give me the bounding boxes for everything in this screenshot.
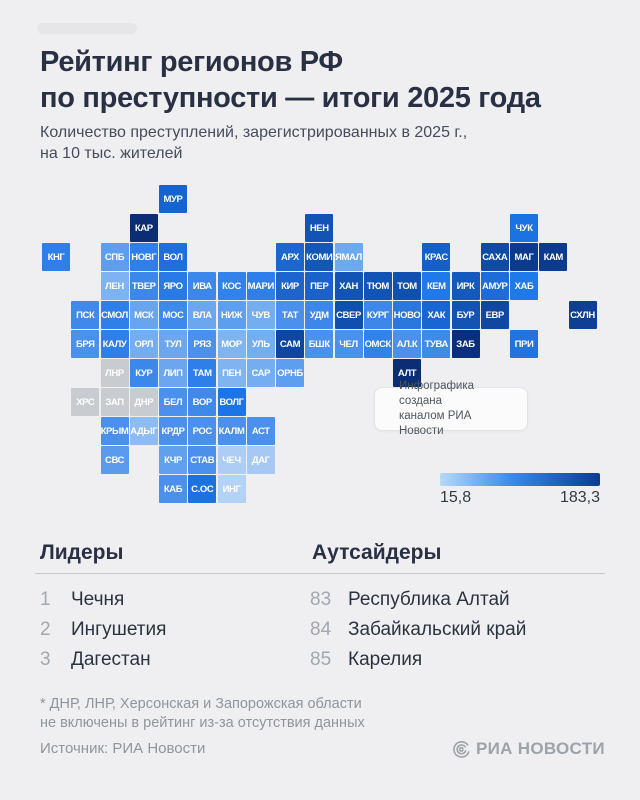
title-line-1: Рейтинг регионов РФ: [40, 46, 343, 78]
map-tile-label: МУР: [163, 193, 183, 205]
map-tile-НИЖ: [218, 301, 246, 329]
map-tile-ВОЛГ: [218, 388, 246, 416]
map-tile-КОС: [218, 272, 246, 300]
map-tile-СМОЛ: [101, 301, 129, 329]
map-tile-label: КРЫМ: [100, 425, 129, 437]
map-tile-МУР: [159, 185, 187, 213]
map-tile-label: ДАГ: [251, 454, 270, 466]
map-tile-ХАН: [335, 272, 363, 300]
map-tile-АЛ.К: [393, 330, 421, 358]
ria-novosti-logo: [452, 737, 605, 761]
map-tile-АМУР: [481, 272, 509, 300]
map-tile-АРХ: [276, 243, 304, 271]
map-tile-label: ВЛА: [192, 309, 212, 321]
map-tile-label: ОРЛ: [134, 338, 154, 350]
map-tile-ТОМ: [393, 272, 421, 300]
map-tile-ТЮМ: [364, 272, 392, 300]
map-tile-АСТ: [247, 417, 275, 445]
map-tile-label: КАБ: [163, 483, 183, 495]
map-tile-ИНГ: [218, 475, 246, 503]
map-tile-label: ЛНР: [105, 367, 124, 379]
outsiders-header: Аутсайдеры: [312, 541, 442, 564]
region-name: Забайкальский край: [348, 619, 527, 640]
map-tile-label: ХАК: [427, 309, 446, 321]
map-tile-label: ОРНБ: [277, 367, 303, 379]
map-tile-label: РОС: [192, 425, 212, 437]
map-tile-label: ПСК: [76, 309, 95, 321]
map-tile-ХРС: [71, 388, 99, 416]
region-name: Карелия: [348, 649, 423, 670]
note-line-2: каналом РИА Новости: [399, 410, 472, 437]
map-tile-КЕМ: [422, 272, 450, 300]
color-scale-labels: [440, 489, 600, 507]
map-tile-КЧР: [159, 446, 187, 474]
map-tile-ТВЕР: [130, 272, 158, 300]
map-tile-label: ЧУВ: [251, 309, 270, 321]
map-tile-СВЕР: [335, 301, 363, 329]
map-tile-label: САХА: [482, 251, 508, 263]
map-tile-label: МАРИ: [247, 280, 274, 292]
map-tile-АДЫГ: [130, 417, 158, 445]
map-tile-label: КУРГ: [366, 309, 389, 321]
map-tile-ЛЕН: [101, 272, 129, 300]
map-tile-label: КАР: [134, 222, 153, 234]
map-tile-ХАК: [422, 301, 450, 329]
region-name: Республика Алтай: [348, 589, 510, 610]
map-tile-КУРГ: [364, 301, 392, 329]
map-tile-МОС: [159, 301, 187, 329]
map-tile-label: ИНГ: [222, 483, 241, 495]
map-tile-label: ТАМ: [192, 367, 212, 379]
map-tile-ОРНБ: [276, 359, 304, 387]
map-tile-label: БУР: [456, 309, 475, 321]
map-tile-label: СВС: [104, 454, 125, 466]
map-tile-label: КОМИ: [306, 251, 333, 263]
map-tile-ТУВА: [422, 330, 450, 358]
map-tile-СВС: [101, 446, 129, 474]
map-tile-label: БЕЛ: [163, 396, 183, 408]
map-tile-НОВО: [393, 301, 421, 329]
map-tile-label: КАЛМ: [218, 425, 245, 437]
map-tile-label: МОС: [162, 309, 184, 321]
map-tile-label: ХАН: [339, 280, 358, 292]
map-tile-С.ОС: [188, 475, 216, 503]
section-divider: [35, 573, 605, 574]
map-tile-ДАГ: [247, 446, 275, 474]
map-tile-label: ТВЕР: [131, 280, 156, 292]
rank-number: 84: [310, 619, 332, 640]
map-tile-label: УДМ: [309, 309, 329, 321]
map-tile-label: ВОЛГ: [219, 396, 244, 408]
map-tile-label: БШК: [308, 338, 330, 350]
rank-number: 1: [40, 589, 51, 610]
map-tile-label: ПЕН: [222, 367, 241, 379]
map-tile-label: СТАВ: [190, 454, 215, 466]
map-tile-label: ВОЛ: [163, 251, 183, 263]
map-tile-КРДР: [159, 417, 187, 445]
map-tile-КАЛМ: [218, 417, 246, 445]
map-tile-ЯМАЛ: [335, 243, 363, 271]
map-tile-ТАМ: [188, 359, 216, 387]
map-tile-label: ТЮМ: [366, 280, 389, 292]
scale-min-label: 15,8: [440, 489, 472, 506]
map-tile-label: КРАС: [424, 251, 448, 263]
map-tile-label: САМ: [279, 338, 301, 350]
region-name: Дагестан: [71, 649, 151, 670]
scale-max-label: 183,3: [559, 489, 600, 506]
note-line-1: Инфографика создана: [399, 380, 475, 407]
map-tile-КАР: [130, 214, 158, 242]
map-tile-label: ЗАП: [105, 396, 124, 408]
leaders-header: Лидеры: [40, 541, 124, 564]
globe-icon: [452, 740, 471, 759]
map-tile-ЛИП: [159, 359, 187, 387]
map-tile-label: НИЖ: [220, 309, 243, 321]
map-tile-label: ТОМ: [397, 280, 417, 292]
map-tile-label: ПЕР: [310, 280, 329, 292]
map-tile-label: ЯМАЛ: [335, 251, 362, 263]
map-tile-МАРИ: [247, 272, 275, 300]
map-tile-label: МОР: [221, 338, 242, 350]
map-tile-label: КИР: [281, 280, 299, 292]
map-tile-label: СВЕР: [336, 309, 361, 321]
map-tile-label: НОВО: [393, 309, 421, 321]
map-tile-БУР: [452, 301, 480, 329]
source-label: Источник: РИА Новости: [40, 740, 206, 757]
rank-number: 2: [40, 619, 51, 640]
map-tile-label: КЧР: [164, 454, 182, 466]
map-tile-КОМИ: [305, 243, 333, 271]
footnote-line-2: не включены в рейтинг из-за отсутствия данных: [40, 715, 365, 731]
map-tile-РЯЗ: [188, 330, 216, 358]
map-tile-label: КАЛУ: [102, 338, 127, 350]
map-tile-ВЛА: [188, 301, 216, 329]
map-tile-label: ЧЕЛ: [339, 338, 358, 350]
map-tile-ИВА: [188, 272, 216, 300]
map-tile-label: ИВА: [192, 280, 212, 292]
map-tile-ВОР: [188, 388, 216, 416]
footnote-line-1: * ДНР, ЛНР, Херсонская и Запорожская области: [40, 696, 362, 712]
map-tile-НЕН: [305, 214, 333, 242]
map-tile-ЗАП: [101, 388, 129, 416]
subtitle-line-1: Количество преступлений, зарегистрированных в 2025 г.,: [40, 124, 468, 141]
region-name: Чечня: [71, 589, 125, 610]
map-tile-ЧУВ: [247, 301, 275, 329]
map-tile-УДМ: [305, 301, 333, 329]
logo-text: РИА НОВОСТИ: [476, 739, 605, 758]
rank-number: 83: [310, 589, 332, 610]
map-tile-label: КРДР: [161, 425, 185, 437]
map-tile-label: ХРС: [76, 396, 95, 408]
footnote: [40, 695, 460, 733]
map-tile-label: АСТ: [251, 425, 270, 437]
rank-number: 85: [310, 649, 332, 670]
map-tile-label: ЛИП: [163, 367, 183, 379]
map-tile-label: ЧУК: [515, 222, 533, 234]
map-tile-label: УЛЬ: [251, 338, 270, 350]
map-tile-label: БРЯ: [75, 338, 95, 350]
map-tile-ХАБ: [510, 272, 538, 300]
map-tile-КАМ: [539, 243, 567, 271]
map-tile-САХА: [481, 243, 509, 271]
map-tile-ЯРО: [159, 272, 187, 300]
map-tile-label: АДЫГ: [130, 425, 158, 437]
map-tile-label: ОМСК: [364, 338, 391, 350]
map-tile-ЕВР: [481, 301, 509, 329]
map-tile-ПРИ: [510, 330, 538, 358]
map-tile-КРАС: [422, 243, 450, 271]
map-tile-ПЕР: [305, 272, 333, 300]
map-tile-label: КУР: [135, 367, 153, 379]
map-tile-ИРК: [452, 272, 480, 300]
map-tile-КИР: [276, 272, 304, 300]
map-tile-label: ЯРО: [163, 280, 183, 292]
map-tile-МАГ: [510, 243, 538, 271]
map-tile-label: СПБ: [104, 251, 125, 263]
map-tile-label: КЕМ: [426, 280, 446, 292]
map-tile-label: КОС: [222, 280, 241, 292]
map-tile-БРЯ: [71, 330, 99, 358]
map-tile-label: МАГ: [514, 251, 534, 263]
map-tile-РОС: [188, 417, 216, 445]
title-line-2: по преступности — итоги 2025 года: [40, 82, 541, 114]
map-tile-label: ЧЕЧ: [222, 454, 241, 466]
map-tile-МОР: [218, 330, 246, 358]
map-tile-label: АРХ: [281, 251, 299, 263]
color-scale-gradient: [440, 473, 600, 486]
map-tile-КУР: [130, 359, 158, 387]
map-tile-ПСК: [71, 301, 99, 329]
map-tile-label: ЛЕН: [105, 280, 124, 292]
map-tile-label: НОВГ: [131, 251, 157, 263]
map-tile-label: САР: [251, 367, 271, 379]
map-tile-БШК: [305, 330, 333, 358]
map-tile-ЗАБ: [452, 330, 480, 358]
map-tile-УЛЬ: [247, 330, 275, 358]
map-tile-НОВГ: [130, 243, 158, 271]
attribution-note: [374, 380, 528, 437]
map-tile-label: ДНР: [134, 396, 154, 408]
map-tile-label: ИРК: [456, 280, 475, 292]
map-tile-label: С.ОС: [191, 483, 214, 495]
map-tile-label: МСК: [134, 309, 154, 321]
map-tile-СПБ: [101, 243, 129, 271]
map-tile-label: ПРИ: [514, 338, 534, 350]
map-tile-label: АМУР: [482, 280, 508, 292]
map-tile-КНГ: [42, 243, 70, 271]
map-tile-label: ТУЛ: [164, 338, 182, 350]
map-tile-ПЕН: [218, 359, 246, 387]
map-tile-label: КАМ: [543, 251, 563, 263]
map-tile-label: КНГ: [47, 251, 65, 263]
map-tile-label: АЛТ: [397, 367, 417, 379]
map-tile-ТУЛ: [159, 330, 187, 358]
map-tile-КАБ: [159, 475, 187, 503]
map-tile-БЕЛ: [159, 388, 187, 416]
map-tile-label: СМОЛ: [101, 309, 128, 321]
map-tile-ЧЕЛ: [335, 330, 363, 358]
map-tile-label: НЕН: [309, 222, 329, 234]
map-tile-ЛНР: [101, 359, 129, 387]
map-tile-СТАВ: [188, 446, 216, 474]
rank-number: 3: [40, 649, 51, 670]
map-tile-ВОЛ: [159, 243, 187, 271]
map-tile-САР: [247, 359, 275, 387]
map-tile-САМ: [276, 330, 304, 358]
map-tile-label: АЛ.К: [396, 338, 418, 350]
map-tile-КАЛУ: [101, 330, 129, 358]
map-tile-ЧЕЧ: [218, 446, 246, 474]
map-tile-ОРЛ: [130, 330, 158, 358]
map-tile-label: ЕВР: [485, 309, 504, 321]
region-name: Ингушетия: [71, 619, 167, 640]
map-tile-ОМСК: [364, 330, 392, 358]
map-tile-label: ЗАБ: [456, 338, 475, 350]
map-tile-label: ХАБ: [514, 280, 534, 292]
subtitle-line-2: на 10 тыс. жителей: [40, 145, 183, 162]
map-tile-КРЫМ: [101, 417, 129, 445]
map-tile-СХЛН: [569, 301, 597, 329]
map-tile-label: РЯЗ: [193, 338, 212, 350]
map-tile-ЧУК: [510, 214, 538, 242]
map-tile-label: ТУВА: [424, 338, 448, 350]
map-tile-label: ВОР: [192, 396, 212, 408]
map-tile-ДНР: [130, 388, 158, 416]
map-tile-ТАТ: [276, 301, 304, 329]
map-tile-МСК: [130, 301, 158, 329]
map-tile-label: ТАТ: [281, 309, 299, 321]
map-tile-label: СХЛН: [570, 309, 595, 321]
